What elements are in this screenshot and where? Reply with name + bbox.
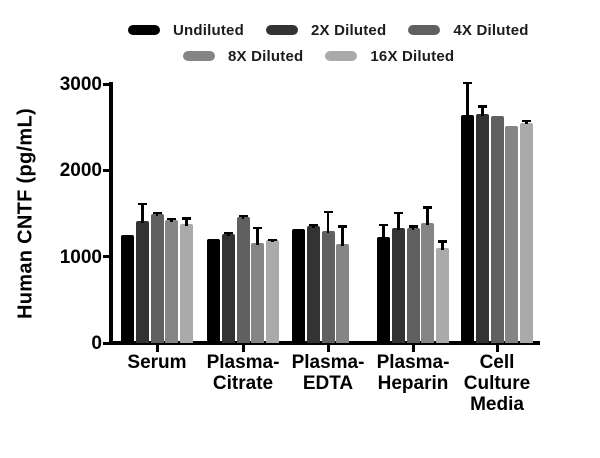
category-label-line: Serum bbox=[127, 352, 187, 373]
error-bar-stem bbox=[466, 82, 469, 117]
category-label-line: Citrate bbox=[212, 373, 274, 394]
legend-item-2x-diluted bbox=[266, 22, 386, 39]
legend-item-8x-diluted bbox=[183, 48, 303, 65]
legend-swatch-icon bbox=[183, 51, 215, 61]
y-axis-tick-mark bbox=[103, 255, 110, 258]
legend-label: Undiluted bbox=[173, 21, 244, 39]
error-bar-cap bbox=[409, 225, 418, 228]
error-bar bbox=[224, 232, 233, 236]
error-bar-stem bbox=[397, 212, 400, 230]
error-bar bbox=[438, 240, 447, 250]
legend-label: 16X Diluted bbox=[370, 47, 455, 65]
y-axis-tick-label: 1000 bbox=[59, 246, 102, 268]
legend-swatch-icon bbox=[266, 25, 298, 35]
bar-serum-4x-diluted bbox=[151, 214, 164, 343]
error-bar-cap bbox=[438, 240, 447, 243]
error-bar-cap bbox=[324, 211, 333, 214]
bar-plasma-citrate-undiluted bbox=[207, 239, 220, 343]
legend-swatch-icon bbox=[325, 51, 357, 61]
y-axis-tick-mark bbox=[103, 169, 110, 172]
category-label-line: Cell bbox=[479, 352, 515, 373]
x-axis-tick-mark bbox=[412, 345, 415, 352]
category-label-line: Culture bbox=[463, 373, 531, 394]
legend-label: 2X Diluted bbox=[310, 21, 387, 39]
bar-plasma-heparin-2x-diluted bbox=[392, 228, 405, 343]
category-label bbox=[109, 352, 205, 373]
error-bar-cap bbox=[379, 224, 388, 227]
error-bar bbox=[309, 224, 318, 228]
legend-row bbox=[183, 47, 454, 65]
bar-serum-2x-diluted bbox=[136, 221, 149, 343]
error-bar-cap bbox=[138, 203, 147, 206]
error-bar bbox=[522, 120, 531, 125]
y-axis-tick-mark bbox=[103, 83, 110, 86]
x-axis-tick-mark bbox=[496, 345, 499, 352]
error-bar bbox=[239, 215, 248, 219]
error-bar bbox=[253, 227, 262, 245]
x-axis-tick-mark bbox=[156, 345, 159, 352]
bar-plasma-edta-8x-diluted bbox=[336, 244, 349, 343]
category-label bbox=[365, 352, 461, 394]
y-axis-label: Human CNTF (pg/mL) bbox=[14, 108, 37, 319]
legend-item-16x-diluted bbox=[325, 48, 454, 65]
y-axis-tick-label: 3000 bbox=[59, 74, 102, 96]
bar-plasma-heparin-4x-diluted bbox=[407, 228, 420, 343]
bar-plasma-citrate-16x-diluted bbox=[266, 240, 279, 343]
x-axis-tick-mark bbox=[327, 345, 330, 352]
error-bar-cap bbox=[423, 206, 432, 209]
error-bar-cap bbox=[309, 224, 318, 227]
bar-plasma-citrate-8x-diluted bbox=[251, 243, 264, 343]
x-axis-tick-mark bbox=[242, 345, 245, 352]
error-bar-cap bbox=[394, 212, 403, 215]
bar-serum-8x-diluted bbox=[165, 220, 178, 343]
bar-plasma-edta-4x-diluted bbox=[322, 231, 335, 343]
category-label-line: Plasma- bbox=[376, 352, 450, 373]
category-label bbox=[449, 352, 545, 415]
error-bar-cap bbox=[338, 225, 347, 228]
legend-swatch-icon bbox=[408, 25, 440, 35]
error-bar-stem bbox=[341, 225, 344, 246]
legend-row bbox=[128, 21, 529, 39]
bar-plasma-citrate-2x-diluted bbox=[222, 234, 235, 343]
bar-plasma-heparin-8x-diluted bbox=[421, 223, 434, 343]
error-bar-cap bbox=[153, 212, 162, 215]
category-label-line: Plasma- bbox=[206, 352, 280, 373]
category-label bbox=[280, 352, 376, 394]
error-bar-stem bbox=[141, 203, 144, 223]
error-bar bbox=[182, 217, 191, 226]
error-bar-cap bbox=[182, 217, 191, 220]
y-axis-tick-label: 2000 bbox=[59, 160, 102, 182]
error-bar bbox=[167, 218, 176, 222]
error-bar bbox=[409, 225, 418, 230]
error-bar-cap bbox=[268, 239, 277, 242]
error-bar bbox=[423, 206, 432, 225]
error-bar bbox=[138, 203, 147, 223]
legend-label: 8X Diluted bbox=[228, 47, 304, 65]
bar-cell-culture-media-undiluted bbox=[461, 115, 474, 343]
bar-plasma-edta-undiluted bbox=[292, 229, 305, 343]
category-label bbox=[195, 352, 291, 394]
category-label-line: EDTA bbox=[302, 373, 354, 394]
bar-plasma-edta-2x-diluted bbox=[307, 226, 320, 343]
category-label-line: Plasma- bbox=[291, 352, 365, 373]
error-bar bbox=[478, 105, 487, 116]
bar-serum-16x-diluted bbox=[180, 224, 193, 343]
error-bar bbox=[324, 211, 333, 233]
error-bar-cap bbox=[253, 227, 262, 230]
bar-cell-culture-media-16x-diluted bbox=[520, 123, 533, 343]
error-bar-cap bbox=[239, 215, 248, 218]
legend-swatch-icon bbox=[128, 25, 160, 35]
y-axis-tick-mark bbox=[103, 342, 110, 345]
error-bar bbox=[153, 212, 162, 216]
error-bar bbox=[379, 224, 388, 239]
bar-cell-culture-media-8x-diluted bbox=[505, 126, 518, 343]
error-bar-cap bbox=[167, 218, 176, 221]
error-bar-cap bbox=[463, 82, 472, 85]
category-label-line: Heparin bbox=[377, 373, 449, 394]
bar-plasma-heparin-undiluted bbox=[377, 237, 390, 343]
bar-plasma-citrate-4x-diluted bbox=[237, 217, 250, 343]
error-bar bbox=[394, 212, 403, 230]
y-axis-line bbox=[109, 82, 113, 345]
error-bar bbox=[338, 225, 347, 246]
bar-serum-undiluted bbox=[121, 235, 134, 343]
error-bar-stem bbox=[256, 227, 259, 245]
error-bar-stem bbox=[426, 206, 429, 225]
error-bar-cap bbox=[478, 105, 487, 108]
error-bar-cap bbox=[522, 120, 531, 123]
bar-cell-culture-media-2x-diluted bbox=[476, 114, 489, 343]
error-bar bbox=[268, 239, 277, 242]
legend-item-undiluted bbox=[128, 22, 244, 39]
error-bar bbox=[463, 82, 472, 117]
error-bar-cap bbox=[224, 232, 233, 235]
bar-plasma-heparin-16x-diluted bbox=[436, 248, 449, 343]
error-bar-stem bbox=[327, 211, 330, 233]
category-label-line: Media bbox=[470, 394, 524, 415]
y-axis-tick-label: 0 bbox=[91, 333, 102, 354]
legend-item-4x-diluted bbox=[408, 22, 528, 39]
bar-cell-culture-media-4x-diluted bbox=[491, 116, 504, 343]
legend-label: 4X Diluted bbox=[453, 21, 529, 39]
